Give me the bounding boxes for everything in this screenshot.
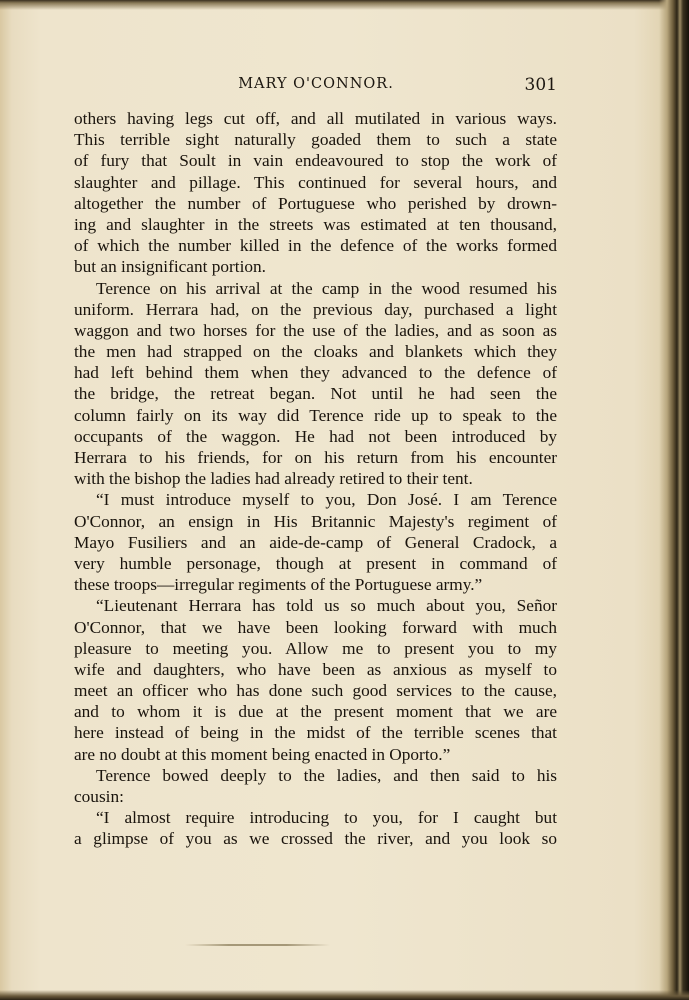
text-line: had left behind them when they advanced to the defence of [74, 363, 557, 383]
text-line: O'Connor, an ensign in His Britannic Majesty's regiment of [74, 511, 557, 531]
text-line: very humble personage, though at present in command of [74, 553, 557, 573]
text-line: column fairly on its way did Terence ride up to speak to the [74, 405, 557, 425]
text-line: Herrara to his friends, for on his return from his encounter [74, 448, 557, 467]
page-header [75, 76, 557, 100]
text-line: a glimpse of you as we crossed the river, and you look so [74, 829, 557, 849]
text-line: slaughter and pillage. This continued for several hours, and [74, 172, 557, 192]
text-line: altogether the number of Portuguese who perished by drown- [74, 193, 557, 213]
text-line: these troops—irregular regiments of the Portuguese army.” [74, 575, 483, 595]
text-line: occupants of the waggon. He had not been introduced by [74, 426, 557, 446]
book-spine [659, 0, 689, 1000]
text-line: waggon and two horses for the use of the ladies, and as soon as [74, 320, 557, 340]
text-line: wife and daughters, who have been as anxious as myself to [74, 659, 557, 679]
text-line: others having legs cut off, and all mutilated in various ways. [74, 109, 557, 128]
text-line: “Lieutenant Herrara has told us so much about you, Señor [96, 596, 557, 616]
text-line: ing and slaughter in the streets was estimated at ten thousand, [74, 214, 557, 234]
text-line: but an insignificant portion. [74, 257, 266, 277]
body-text [74, 108, 557, 850]
page-bottom-edge [0, 990, 689, 1000]
text-line: the men had strapped on the cloaks and blankets which they [74, 342, 557, 362]
text-line: pleasure to meeting you. Allow me to present you to my [74, 638, 557, 658]
text-line: This terrible sight naturally goaded them to such a state [74, 130, 557, 150]
text-line: and to whom it is due at the present moment that we are [74, 702, 557, 722]
text-line: cousin: [74, 787, 124, 806]
text-line: Terence bowed deeply to the ladies, and then said to his [96, 765, 557, 785]
text-line: of which the number killed in the defence of the works formed [74, 236, 557, 256]
text-line: Terence on his arrival at the camp in the wood resumed his [96, 278, 557, 298]
page-number: 301 [524, 75, 557, 95]
running-title: MARY O'CONNOR. [238, 76, 394, 92]
text-line: uniform. Herrara had, on the previous day, purchased a light [74, 299, 557, 319]
text-line: “I must introduce myself to you, Don José. I am Terence [96, 490, 557, 510]
text-line: are no doubt at this moment being enacted in Oporto.” [74, 744, 451, 764]
text-line: the bridge, the retreat began. Not until he had seen the [74, 384, 557, 404]
text-line: with the bishop the ladies had already retired to their tent. [74, 469, 473, 489]
text-line: meet an officer who has done such good services to the cause, [74, 681, 557, 701]
footer-rule [185, 944, 330, 946]
text-line: of fury that Soult in vain endeavoured to stop the work of [74, 151, 557, 171]
text-line: O'Connor, that we have been looking forward with much [74, 617, 557, 637]
text-line: here instead of being in the midst of the terrible scenes that [74, 723, 557, 743]
text-line: “I almost require introducing to you, for I caught but [96, 808, 557, 828]
text-line: Mayo Fusiliers and an aide-de-camp of General Cradock, a [74, 532, 557, 552]
